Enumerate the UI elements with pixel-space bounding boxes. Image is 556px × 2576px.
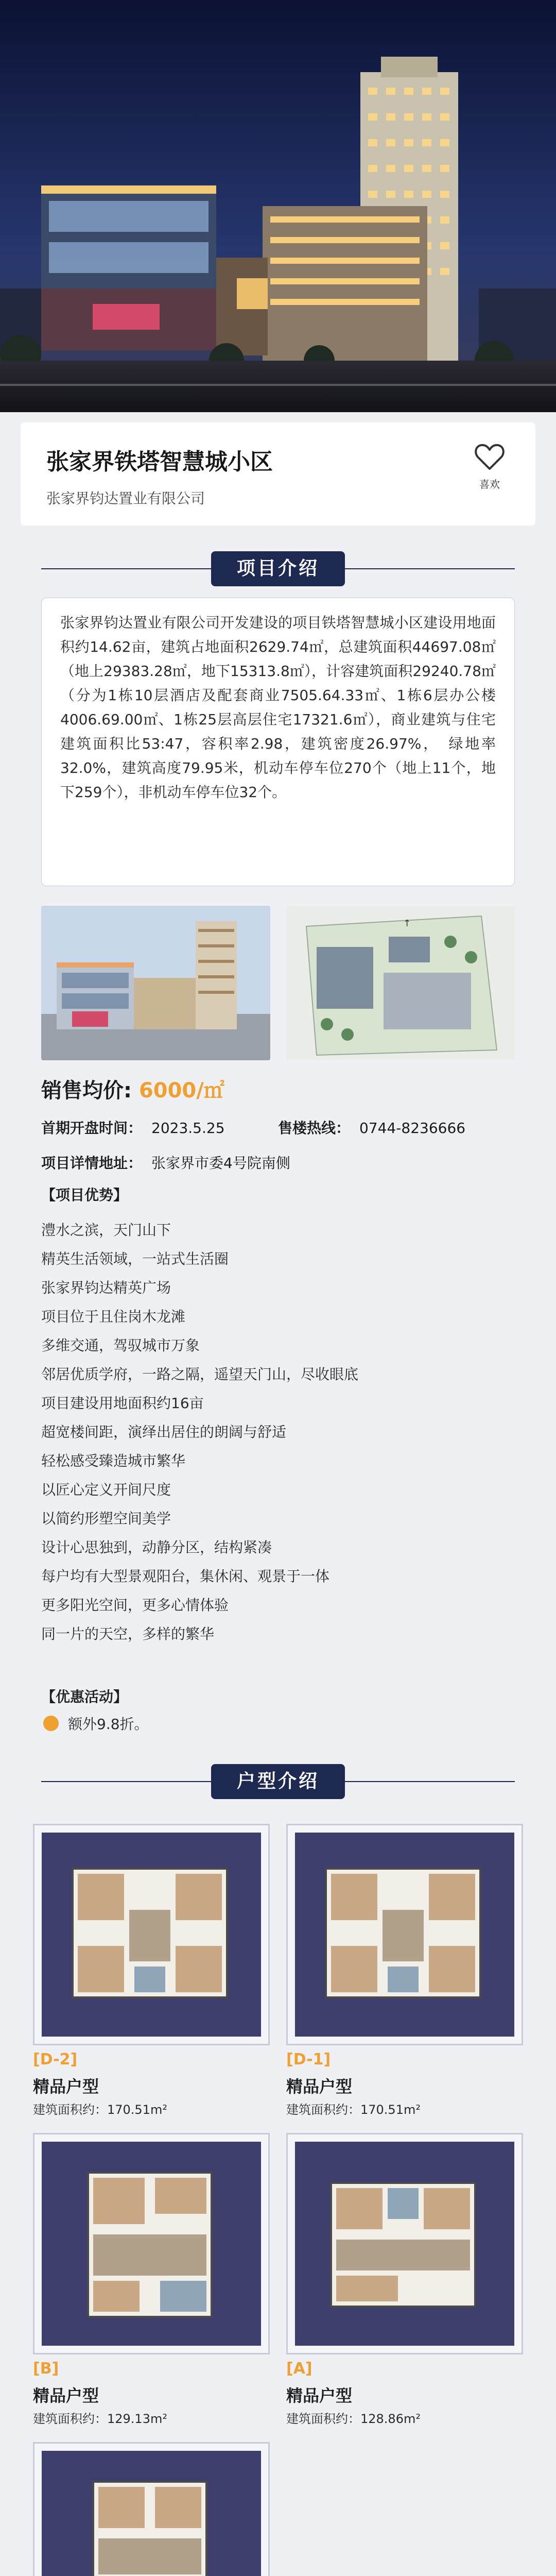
bullet-dot-icon <box>43 1716 59 1731</box>
plan-code: [D-1] <box>286 2050 331 2069</box>
site-plan-image[interactable] <box>286 906 515 1060</box>
list-item: 邻居优质学府，一路之隔，遥望天门山，尽收眼底 <box>41 1366 359 1383</box>
promotion-text: 额外9.8折。 <box>68 1716 149 1733</box>
hotline-number[interactable]: 0744-8236666 <box>359 1120 466 1137</box>
plan-area: 建筑面积约：128.86m² <box>286 2412 421 2426</box>
plan-title: 精品户型 <box>286 2077 353 2096</box>
favorite-button[interactable] <box>466 443 513 491</box>
plan-area: 建筑面积约：129.13m² <box>33 2412 167 2426</box>
plan-area: 建筑面积约：170.51m² <box>33 2103 167 2117</box>
plan-code: [D-2] <box>33 2050 78 2069</box>
hotline-label: 售楼热线： <box>278 1120 351 1137</box>
list-item: 每户均有大型景观阳台，集休闲、观景于一体 <box>41 1568 330 1585</box>
advantages-label: 【项目优势】 <box>41 1187 128 1204</box>
list-item: 以简约形塑空间美学 <box>41 1510 171 1527</box>
price-value: 6000/㎡ <box>138 1079 224 1103</box>
advantages-list <box>41 1216 515 1649</box>
price-row <box>41 1074 224 1110</box>
price-label: 销售均价: <box>41 1079 132 1103</box>
plan-title: 精品户型 <box>33 2386 99 2405</box>
open-date-line <box>41 1117 225 1138</box>
list-item: 项目建设用地面积约16亩 <box>41 1395 204 1412</box>
intro-section-title: 项目介绍 <box>211 551 345 586</box>
list-item: 轻松感受臻造城市繁华 <box>41 1452 186 1469</box>
open-date-label: 首期开盘时间： <box>41 1120 143 1137</box>
intro-text-box <box>41 598 515 886</box>
list-item: 张家界钧达精英广场 <box>41 1279 171 1296</box>
floorplan-d1-image[interactable] <box>286 1824 523 2045</box>
hero-banner <box>0 0 556 412</box>
address-label: 项目详情地址： <box>41 1155 143 1172</box>
list-item: 同一片的天空，多样的繁华 <box>41 1625 215 1642</box>
list-item: 超宽楼间距，演绎出居住的朗阔与舒适 <box>41 1423 287 1440</box>
list-item: 澧水之滨，天门山下 <box>41 1222 171 1239</box>
list-item: 以匠心定义开间尺度 <box>41 1481 171 1498</box>
open-date: 2023.5.25 <box>151 1120 225 1137</box>
list-item: 更多阳光空间，更多心情体验 <box>41 1597 229 1614</box>
list-item: 设计心思独到，动静分区，结构紧凑 <box>41 1539 272 1556</box>
floorplan-c-image[interactable] <box>33 2442 270 2576</box>
hotline-line[interactable] <box>278 1117 465 1138</box>
plan-code: [A] <box>286 2360 312 2378</box>
project-title-card <box>21 422 535 526</box>
list-item: 多维交通，驾驭城市万象 <box>41 1337 200 1354</box>
plan-title: 精品户型 <box>33 2077 99 2096</box>
intro-section-header <box>0 548 556 589</box>
intro-text: 张家界钧达置业有限公司开发建设的项目铁塔智慧城小区建设用地面积约14.62亩，建筑占地面积2629.74㎡，总建筑面积44697.08㎡（地上29383.28㎡，地下15313.8㎡），计容建筑面积29240.78㎡（分为1栋10层酒店及配套商业7505.64.33㎡、1栋6层办公楼4006.69.00㎡、1栋25层高层住宅17321.6㎡），商业建筑与住宅建筑面积比53:47，容积率2.98，建筑密度26.97%， 绿地率32.0%，建筑高度79.95米，机动车停车位270个（地上11个，地下259个），非机动车停车位32个。 <box>60 614 496 801</box>
project-name: 张家界铁塔智慧城小区 <box>46 449 273 475</box>
list-item: 项目位于且住岗木龙滩 <box>41 1308 186 1325</box>
hero-night-city-image <box>0 0 556 412</box>
address-line <box>41 1152 290 1173</box>
promotion-item <box>43 1713 149 1734</box>
favorite-label: 喜欢 <box>479 478 500 490</box>
floorplan-a-image[interactable] <box>286 2133 523 2354</box>
floorplan-section-header <box>0 1761 556 1802</box>
address: 张家界市委4号院南侧 <box>151 1155 290 1172</box>
floorplan-b-image[interactable] <box>33 2133 270 2354</box>
heart-icon <box>474 443 505 471</box>
svg-text:↑: ↑ <box>403 918 411 929</box>
plan-area: 建筑面积约：170.51m² <box>286 2103 421 2117</box>
plan-title: 精品户型 <box>286 2386 353 2405</box>
building-rendering-image[interactable] <box>41 906 270 1060</box>
developer-name: 张家界钧达置业有限公司 <box>46 490 205 507</box>
floorplan-section-title: 户型介绍 <box>211 1764 345 1799</box>
plan-code: [B] <box>33 2360 59 2378</box>
promotion-label: 【优惠活动】 <box>41 1688 128 1705</box>
floorplan-d2-image[interactable] <box>33 1824 270 2045</box>
list-item: 精英生活领域，一站式生活圈 <box>41 1250 229 1267</box>
